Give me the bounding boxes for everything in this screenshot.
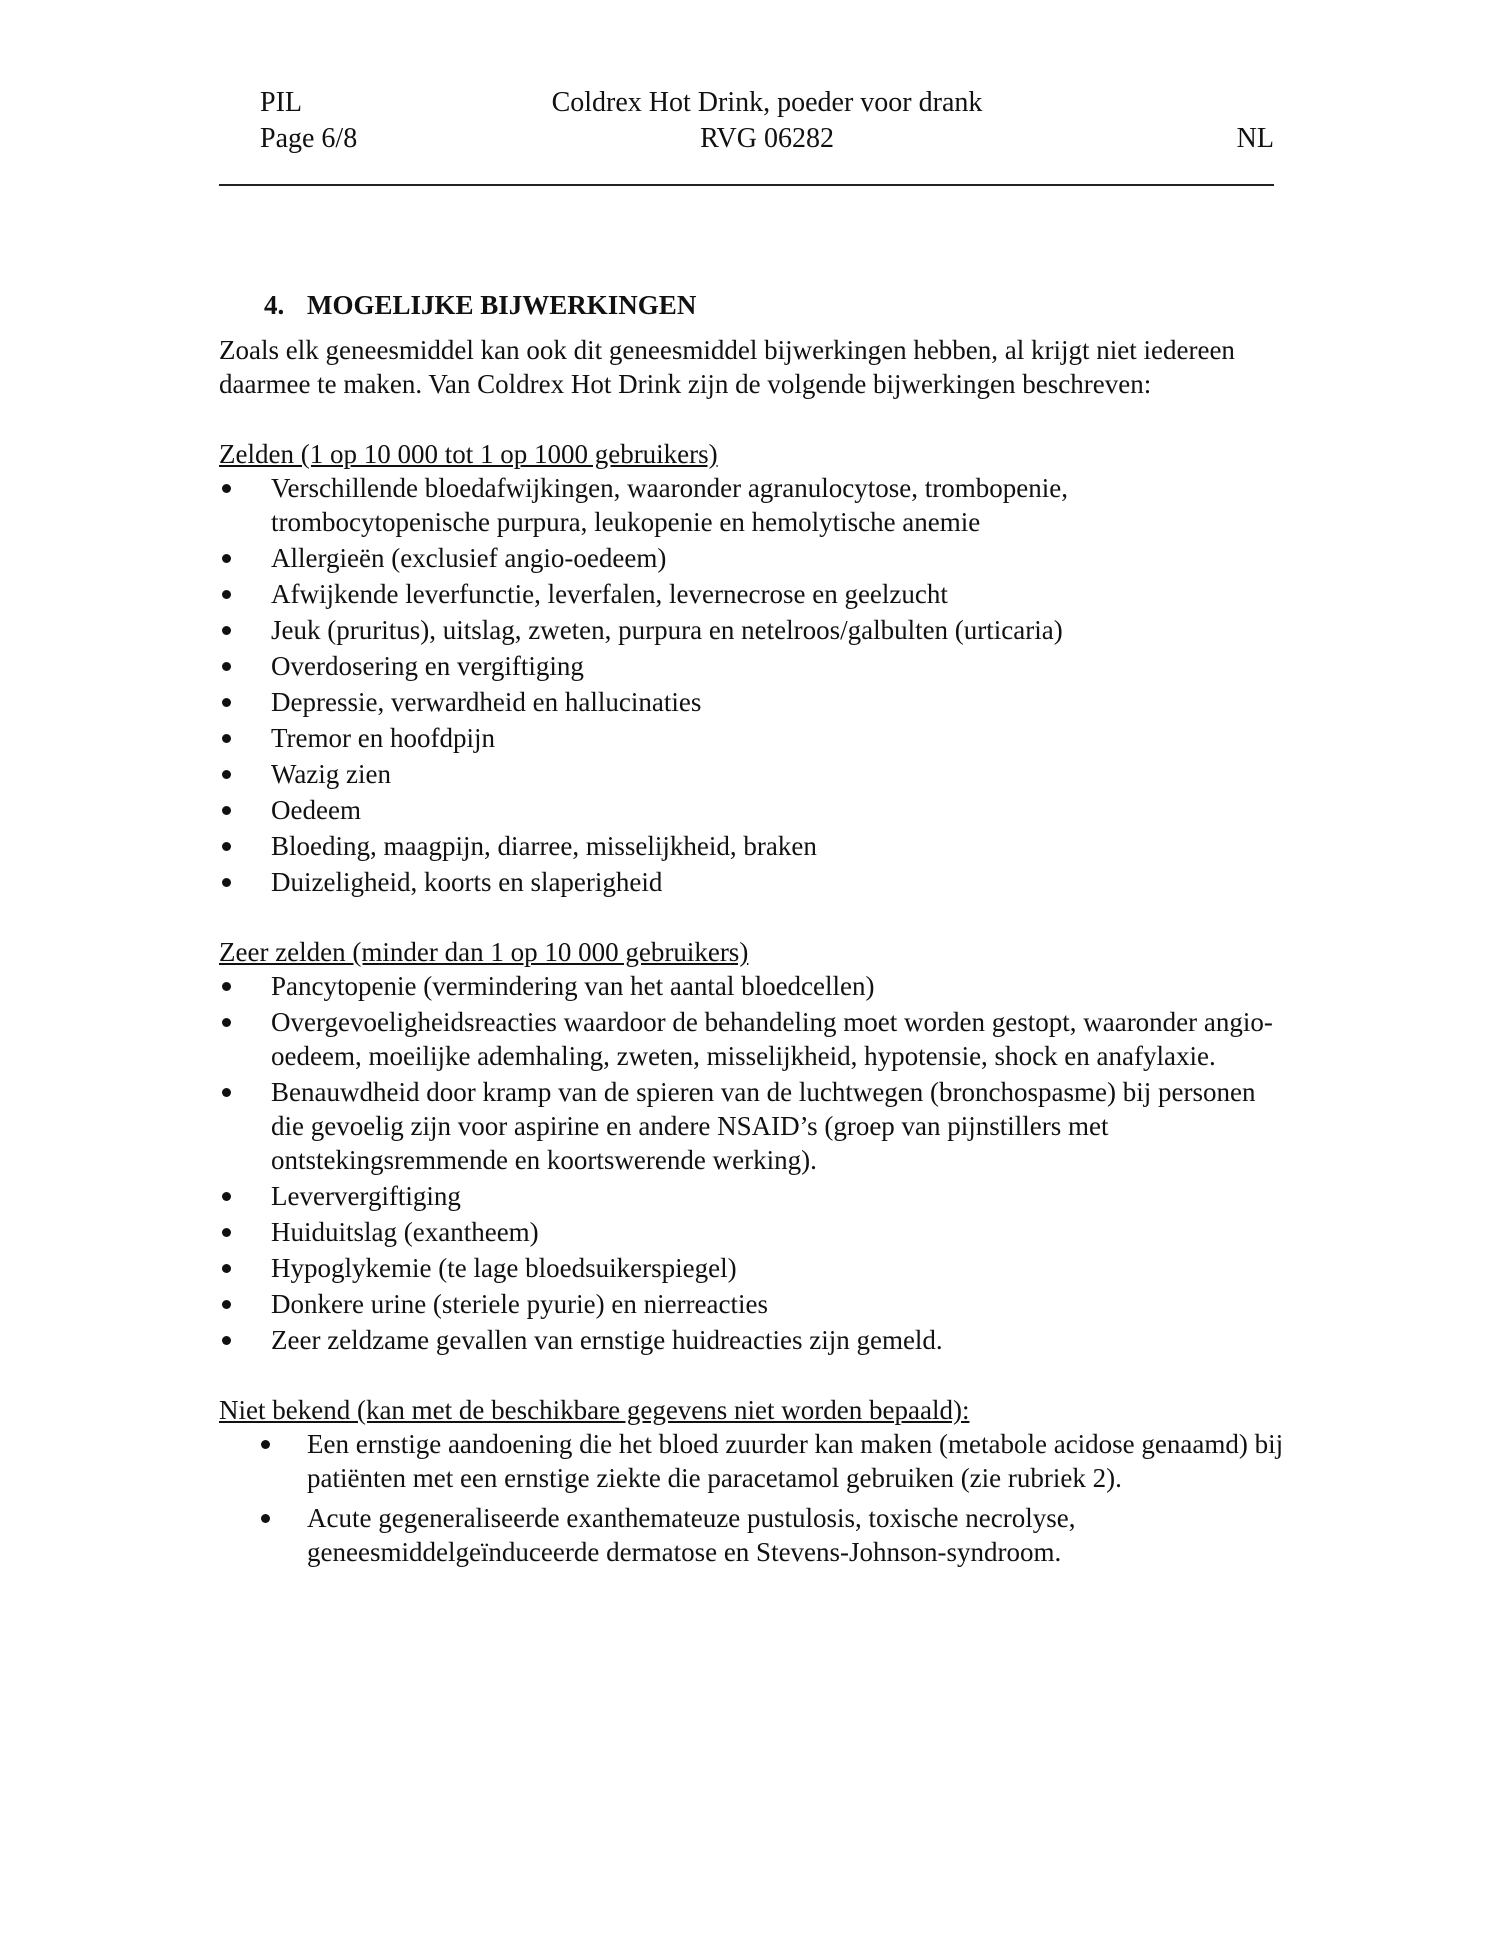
list-item: Pancytopenie (vermindering van het aantal bloedcellen) (219, 969, 1281, 1003)
list-item: Donkere urine (steriele pyurie) en nierreacties (219, 1287, 1281, 1321)
list-item: Een ernstige aandoening die het bloed zuurder kan maken (metabole acidose genaamd) bij patiënten met een ernstige ziekte die paracetamol gebruiken (zie rubriek 2). (219, 1427, 1287, 1495)
list-item: Benauwdheid door kramp van de spieren van de luchtwegen (bronchospasme) bij personen die gevoelig zijn voor aspirine en andere NSAID’s (groep van pijnstillers met ontstekingsremmende en koortswerende werking). (219, 1075, 1281, 1177)
header-registration-number: RVG 06282 (700, 123, 834, 154)
page-header-row-1 (260, 86, 1274, 120)
list-unknown (219, 1427, 1284, 1569)
list-item: Jeuk (pruritus), uitslag, zweten, purpura en netelroos/galbulten (urticaria) (219, 613, 1281, 647)
group-heading-unknown: Niet bekend (kan met de beschikbare gegevens niet worden bepaald): (219, 1395, 970, 1425)
list-item: Bloeding, maagpijn, diarree, misselijkheid, braken (219, 829, 1281, 863)
list-item: Tremor en hoofdpijn (219, 721, 1281, 755)
header-doc-type: PIL (260, 87, 302, 118)
list-rare (219, 471, 1279, 899)
section-heading (219, 287, 1279, 323)
list-very-rare (219, 969, 1279, 1357)
main-content (219, 287, 1284, 1575)
header-language: NL (1236, 123, 1274, 154)
section-number: 4. (264, 290, 285, 320)
page-header-row-2 (260, 122, 1274, 156)
list-item: Leververgiftiging (219, 1179, 1281, 1213)
header-page-number: Page 6/8 (260, 123, 358, 154)
section-title: MOGELIJKE BIJWERKINGEN (307, 290, 697, 320)
list-item: Overdosering en vergiftiging (219, 649, 1281, 683)
list-item: Duizeligheid, koorts en slaperigheid (219, 865, 1281, 899)
list-item: Hypoglykemie (te lage bloedsuikerspiegel) (219, 1251, 1281, 1285)
list-item: Wazig zien (219, 757, 1281, 791)
header-product-name: Coldrex Hot Drink, poeder voor drank (551, 87, 983, 118)
list-item: Afwijkende leverfunctie, leverfalen, levernecrose en geelzucht (219, 577, 1281, 611)
list-item: Acute gegeneraliseerde exanthemateuze pustulosis, toxische necrolyse, geneesmiddelgeïnduceerde dermatose en Stevens-Johnson-syndroom. (219, 1501, 1287, 1569)
list-item: Verschillende bloedafwijkingen, waaronder agranulocytose, trombopenie, trombocytopenische purpura, leukopenie en hemolytische anemie (219, 471, 1281, 539)
header-divider (219, 184, 1274, 186)
list-item: Allergieën (exclusief angio-oedeem) (219, 541, 1281, 575)
list-item: Depressie, verwardheid en hallucinaties (219, 685, 1281, 719)
list-item: Overgevoeligheidsreacties waardoor de behandeling moet worden gestopt, waaronder angio-oedeem, moeilijke ademhaling, zweten, misselijkheid, hypotensie, shock en anafylaxie. (219, 1005, 1281, 1073)
group-heading-very-rare: Zeer zelden (minder dan 1 op 10 000 gebruikers) (219, 937, 749, 967)
section-intro: Zoals elk geneesmiddel kan ook dit geneesmiddel bijwerkingen hebben, al krijgt niet iedereen daarmee te maken. Van Coldrex Hot Drink zijn de volgende bijwerkingen beschreven: (219, 335, 1235, 399)
list-item: Oedeem (219, 793, 1281, 827)
list-item: Zeer zeldzame gevallen van ernstige huidreacties zijn gemeld. (219, 1323, 1281, 1357)
list-item: Huiduitslag (exantheem) (219, 1215, 1281, 1249)
group-heading-rare: Zelden (1 op 10 000 tot 1 op 1000 gebruikers) (219, 439, 718, 469)
